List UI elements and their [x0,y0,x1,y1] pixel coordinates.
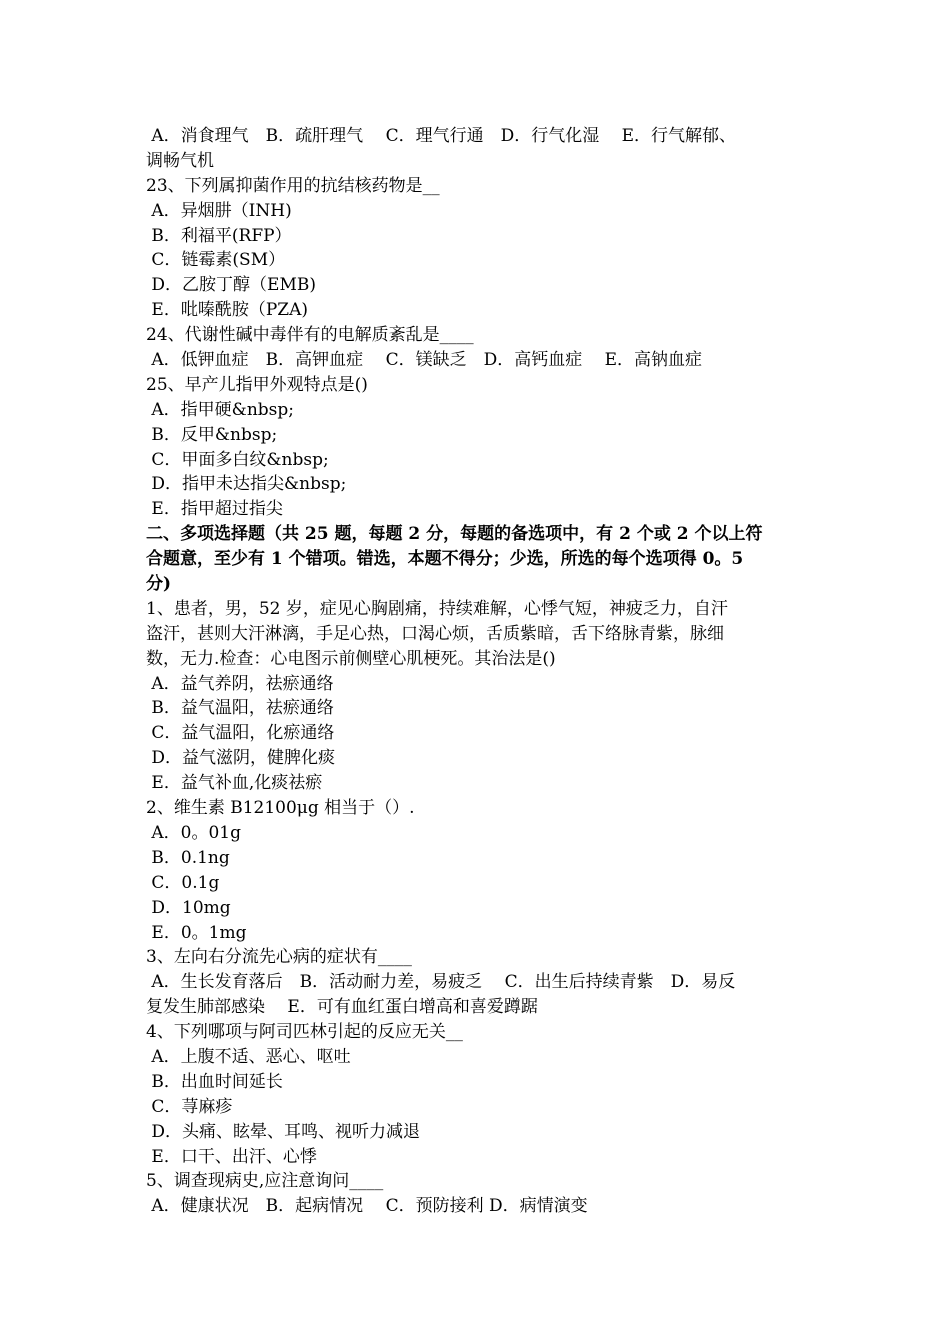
text-line: A．消食理气 B．疏肝理气 C．理气行通 D．行气化湿 E．行气解郁、 [146,126,737,146]
question-3: 3、左向右分流先心病的症状有____ [146,947,412,968]
section-heading: 分) [146,574,172,595]
section-heading: 二、多项选择题（共 25 题，每题 2 分，每题的备选项中，有 2 个或 2 个以上符 [146,524,763,545]
text-line: 调畅气机 [146,150,214,171]
option-line: E．指甲超过指尖 [146,499,283,520]
option-line: A．健康状况 B．起病情况 C．预防接利 D．病情演变 [146,1196,588,1217]
option-line: A．生长发育落后 B．活动耐力差，易疲乏 C．出生后持续青紫 D．易反 [146,972,736,993]
option-line: D．头痛、眩晕、耳鸣、视听力减退 [146,1121,421,1142]
option-line: A．指甲硬&nbsp; [146,399,294,420]
option-line: C．0.1g [146,872,220,893]
option-line: E．吡嗪酰胺（PZA) [146,300,308,321]
option-line: A．益气养阴，祛瘀通络 [146,673,334,694]
option-line: D．指甲未达指尖&nbsp; [146,474,347,495]
question-1: 盗汗，甚则大汗淋漓，手足心热，口渴心烦，舌质紫暗，舌下络脉青紫，脉细 [146,623,724,644]
option-line: A．低钾血症 B．高钾血症 C．镁缺乏 D．高钙血症 E．高钠血症 [146,350,703,371]
document-body [146,124,811,1219]
option-line: 复发生肺部感染 E．可有血红蛋白增高和喜爱蹲踞 [146,997,538,1018]
question-23: 23、下列属抑菌作用的抗结核药物是__ [146,175,440,196]
question-24: 24、代谢性碱中毒伴有的电解质紊乱是____ [146,325,474,346]
option-line: E．益气补血,化痰祛瘀 [146,773,323,794]
question-25: 25、早产儿指甲外观特点是() [146,374,368,395]
option-line: C．甲面多白纹&nbsp; [146,449,329,470]
question-1: 数，无力.检查：心电图示前侧壁心肌梗死。其治法是() [146,648,556,669]
option-line: E．0。1mg [146,922,247,943]
option-line: A．异烟肼（INH) [146,200,292,221]
option-line: B．出血时间延长 [146,1071,283,1092]
question-4: 4、下列哪项与阿司匹林引起的反应无关__ [146,1022,463,1043]
option-line: D．乙胺丁醇（EMB) [146,275,316,296]
option-line: C．链霉素(SM） [146,250,286,271]
option-line: C．荨麻疹 [146,1096,233,1117]
option-line: B．0.1ng [146,847,230,868]
option-line: C．益气温阳，化瘀通络 [146,723,335,744]
option-line: A．上腹不适、恶心、呕吐 [146,1046,351,1067]
option-line: D．益气滋阴，健脾化痰 [146,748,336,769]
option-line: B．利福平(RFP） [146,225,292,246]
question-2: 2、维生素 B12100μg 相当于（）. [146,798,415,819]
option-line: B．反甲&nbsp; [146,424,278,445]
section-heading: 合题意，至少有 1 个错项。错选，本题不得分；少选，所选的每个选项得 0。5 [146,549,744,570]
question-5: 5、调查现病史,应注意询问____ [146,1171,384,1192]
option-line: B．益气温阳，祛瘀通络 [146,698,334,719]
question-1: 1、患者，男，52 岁，症见心胸剧痛，持续难解，心悸气短，神疲乏力，自汗 [146,598,728,619]
option-line: D．10mg [146,897,231,918]
option-line: E．口干、出汗、心悸 [146,1146,317,1167]
option-line: A．0。01g [146,822,242,843]
